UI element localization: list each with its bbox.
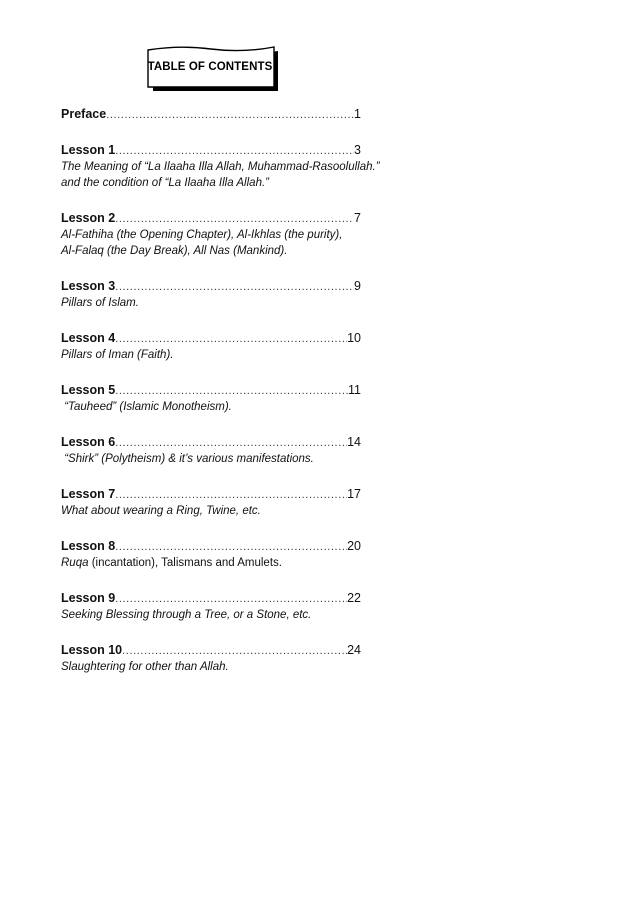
dot-leader [115,539,347,555]
toc-entry-lesson-3[interactable] [61,278,371,311]
dot-leader [115,211,354,227]
entry-title: Lesson 7 [61,487,116,501]
toc-entry-lesson-6[interactable] [61,434,371,467]
page-title: TABLE OF CONTENTS [147,61,273,73]
page-number: 17 [347,487,361,501]
entry-description: and the condition of “La Ilaaha Illa Allah.” [61,177,269,189]
entry-title: Lesson 3 [61,279,116,293]
dot-leader [115,487,347,503]
entry-description: Pillars of Islam. [61,297,139,309]
toc-entry-lesson-7[interactable] [61,486,371,519]
toc-entry-lesson-4[interactable] [61,330,371,363]
page-number: 1 [354,107,361,121]
page-number: 24 [347,643,361,657]
dot-leader [115,383,348,399]
dot-leader [106,107,354,123]
dot-leader [115,279,354,295]
entry-description: Pillars of Iman (Faith). [61,349,174,361]
page-number: 14 [347,435,361,449]
entry-description: The Meaning of “La Ilaaha Illa Allah, Muhammad-Rasoolullah.” [61,161,380,173]
entry-description: Seeking Blessing through a Tree, or a Stone, etc. [61,609,312,621]
dot-leader [122,643,347,659]
entry-title: Lesson 10 [61,643,123,657]
toc-entry-lesson-9[interactable] [61,590,371,623]
entry-description: “Tauheed” (Islamic Monotheism). [61,401,232,413]
dot-leader [115,143,354,159]
toc-entry-lesson-10[interactable] [61,642,371,675]
entry-title: Lesson 4 [61,331,116,345]
page-number: 3 [354,143,361,157]
page-number: 22 [347,591,361,605]
toc-entry-lesson-2[interactable] [61,210,371,259]
page-number: 20 [347,539,361,553]
entry-title: Lesson 2 [61,211,116,225]
page-number: 11 [348,383,361,397]
dot-leader [115,331,347,347]
page-number: 10 [347,331,361,345]
toc-entry-lesson-5[interactable] [61,382,371,415]
entry-description-italic: Ruqa [61,557,89,569]
toc-entry-lesson-1[interactable] [61,142,380,191]
entry-description [61,555,371,571]
toc-entry-lesson-8[interactable] [61,538,371,571]
entry-description-rest: (incantation), Talismans and Amulets. [88,557,282,569]
toc-banner [145,44,277,90]
page-number: 7 [354,211,361,225]
table-of-contents [61,106,380,694]
entry-title: Lesson 8 [61,539,116,553]
toc-entry-preface[interactable] [61,106,371,123]
entry-title: Lesson 9 [61,591,116,605]
entry-title: Lesson 1 [61,143,116,157]
entry-description: Al-Fathiha (the Opening Chapter), Al-Ikhlas (the purity), [61,229,343,241]
entry-title: Preface [61,107,107,121]
entry-title: Lesson 6 [61,435,116,449]
entry-description: What about wearing a Ring, Twine, etc. [61,505,261,517]
entry-description: Al-Falaq (the Day Break), All Nas (Mankind). [61,245,288,257]
dot-leader [115,435,347,451]
entry-description: “Shirk” (Polytheism) & it’s various manifestations. [61,453,314,465]
entry-title: Lesson 5 [61,383,116,397]
entry-description: Slaughtering for other than Allah. [61,661,229,673]
dot-leader [115,591,347,607]
page-number: 9 [354,279,361,293]
